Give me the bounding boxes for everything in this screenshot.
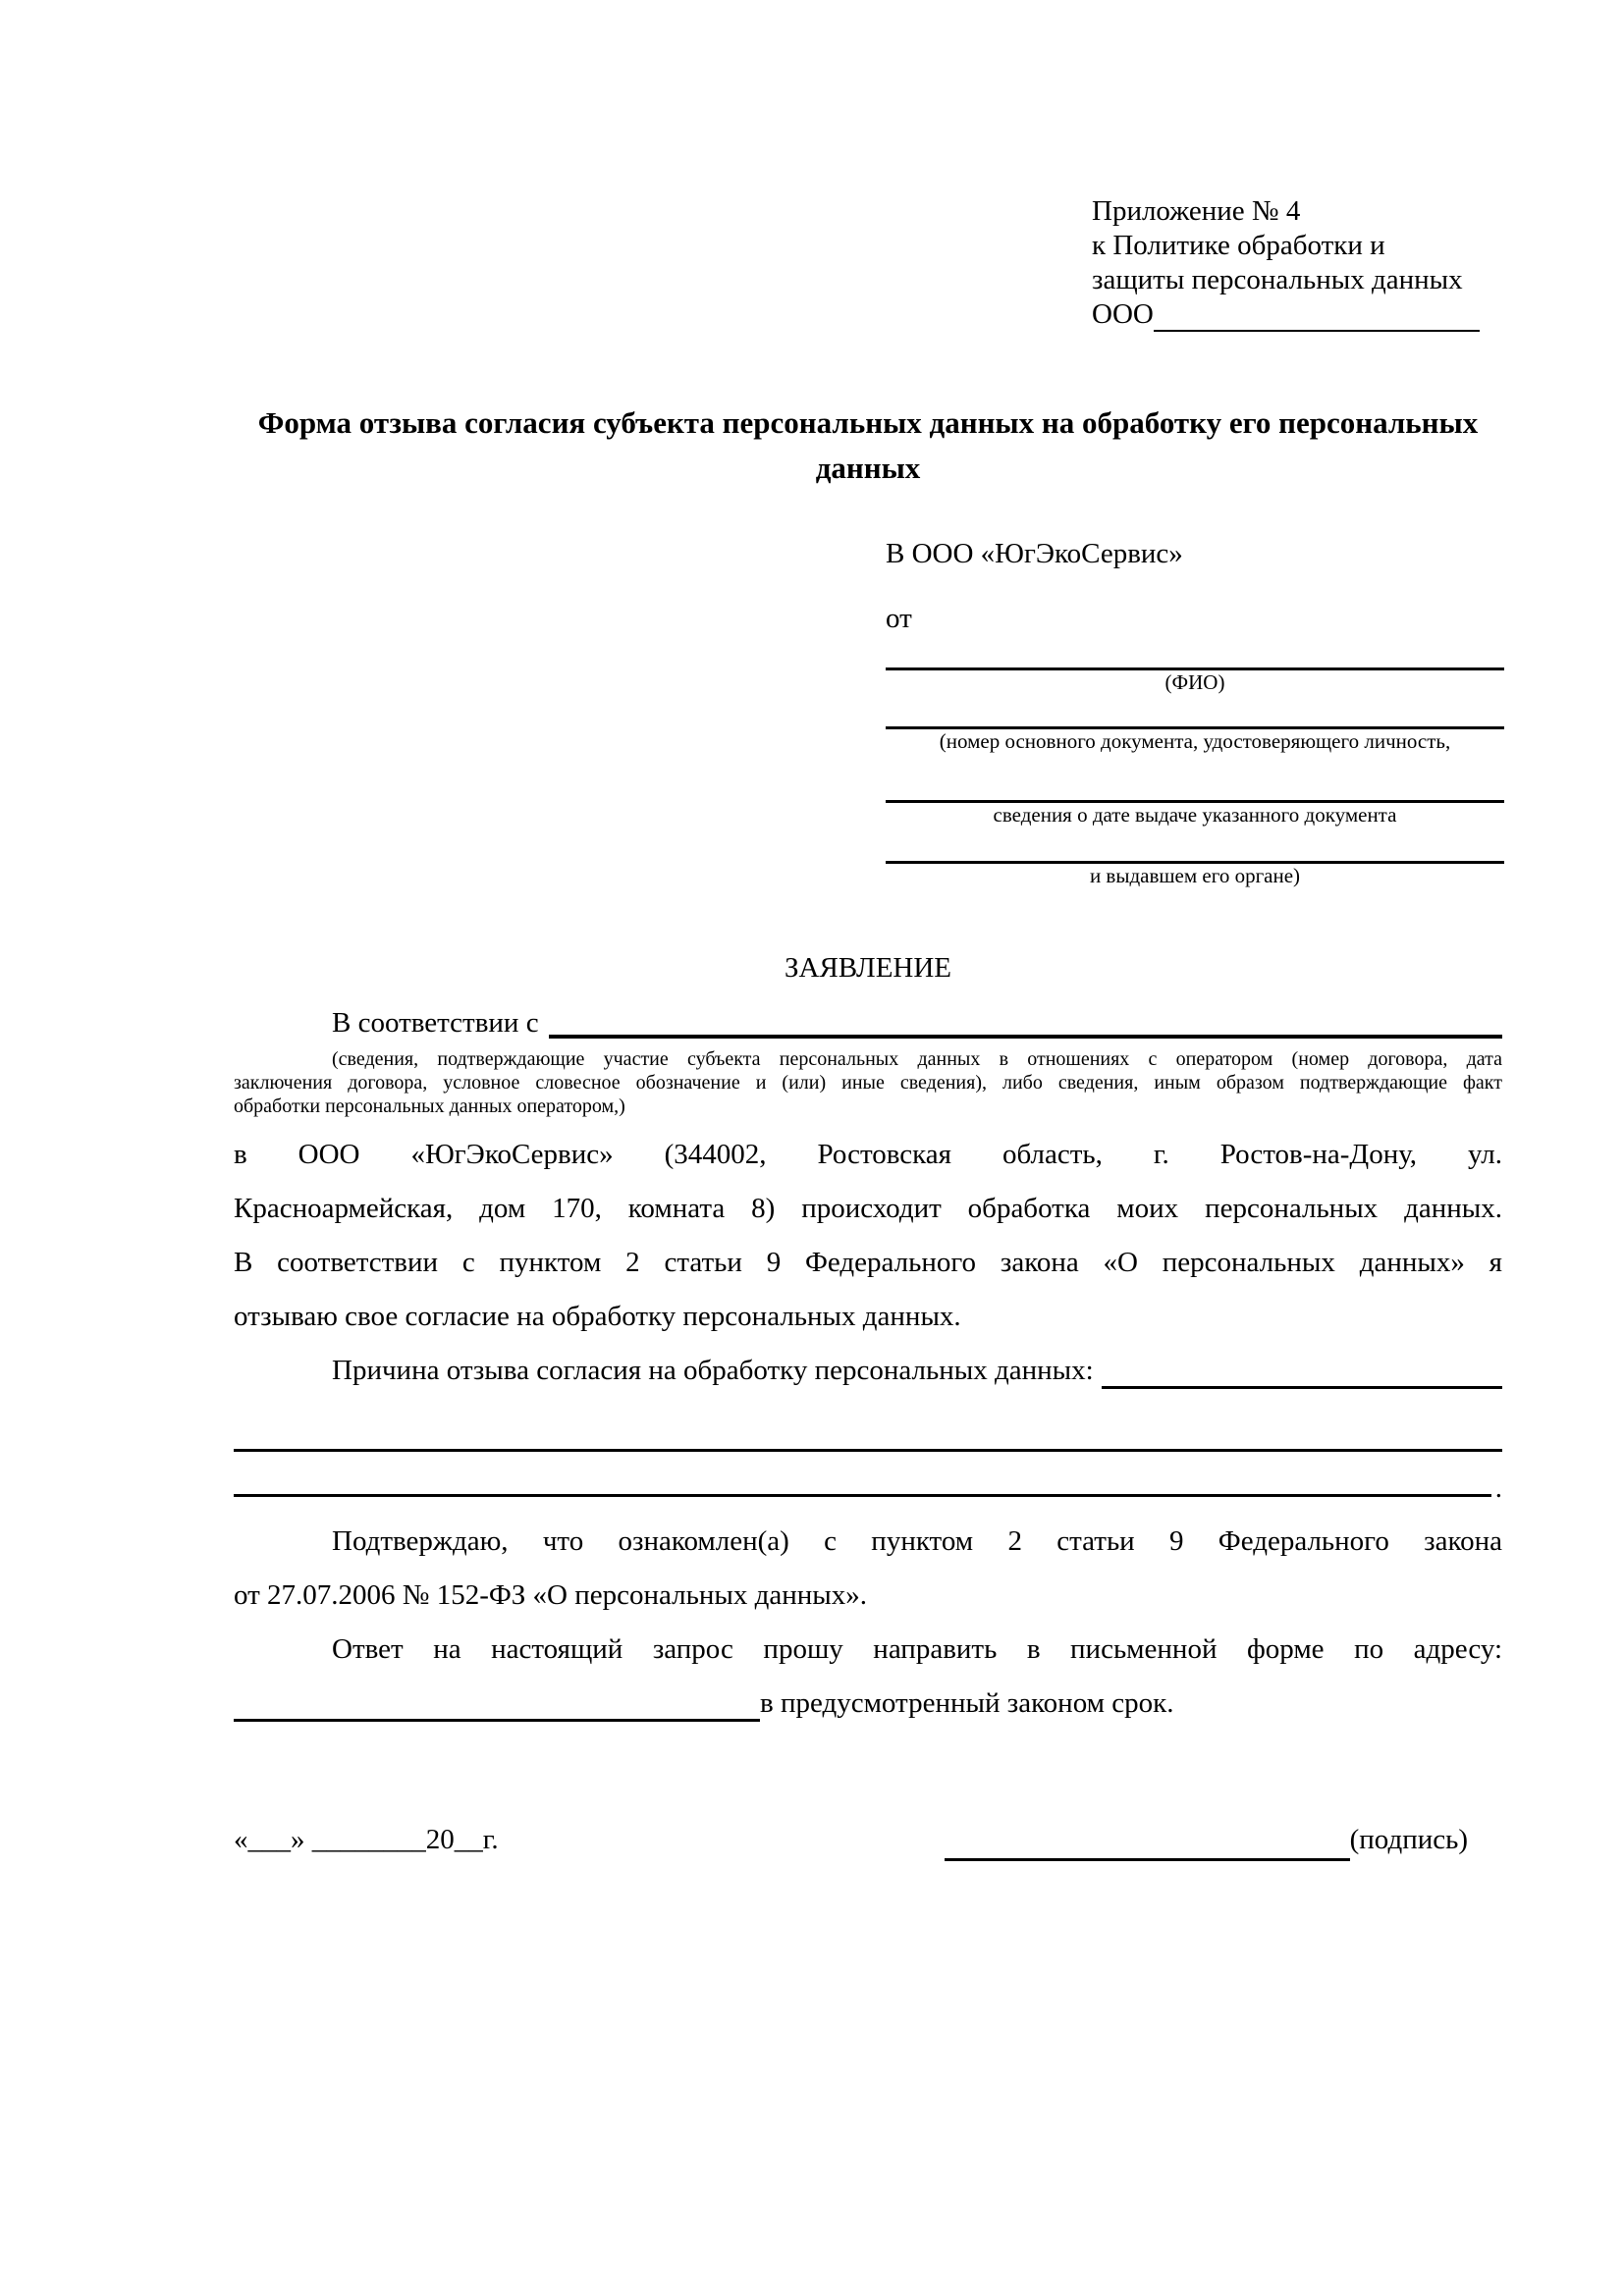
statement-body bbox=[234, 1003, 1502, 1731]
issue-date-field bbox=[886, 753, 1504, 827]
reason-blank-line-2 bbox=[234, 1398, 1502, 1452]
reason-blank-line-3 bbox=[234, 1452, 1502, 1505]
appendix-company-line bbox=[1092, 297, 1504, 332]
paragraph-line: отзываю свое согласие на обработку персональных данных. bbox=[234, 1301, 961, 1332]
paragraph-line: в ООО «ЮгЭкоСервис» (344002, Ростовская область, г. Ростов-на-Дону, ул. bbox=[234, 1139, 1502, 1170]
recipient-from-label: от bbox=[886, 603, 912, 634]
company-name-blank-line bbox=[1154, 300, 1480, 332]
fio-field bbox=[886, 638, 1504, 694]
reply-paragraph bbox=[234, 1623, 1502, 1731]
appendix-block bbox=[1092, 194, 1504, 332]
paragraph-line: Красноармейская, дом 170, комната 8) происходит обработка моих персональных данных. bbox=[234, 1193, 1502, 1224]
issuing-authority-blank-line bbox=[886, 827, 1504, 864]
reason-row bbox=[234, 1344, 1502, 1398]
appendix-line: Приложение № 4 bbox=[1092, 195, 1301, 227]
signature-blank-line bbox=[945, 1825, 1350, 1861]
footnote-line: заключения договора, условное словесное обозначение и (или) иные сведения), либо сведения, иным образом подтверждающие факт bbox=[234, 1072, 1502, 1094]
company-prefix: ООО bbox=[1092, 298, 1154, 330]
issuing-authority-field bbox=[886, 827, 1504, 887]
signature-caption: (подпись) bbox=[1349, 1824, 1468, 1855]
reply-address-row bbox=[234, 1677, 1502, 1731]
issue-date-blank-line bbox=[886, 753, 1504, 803]
fio-caption: (ФИО) bbox=[1164, 670, 1225, 694]
statement-heading: ЗАЯВЛЕНИЕ bbox=[784, 952, 952, 984]
footnote-line: (сведения, подтверждающие участие субъекта персональных данных в отношениях с оператором (номер договора, дата bbox=[332, 1048, 1502, 1070]
date-line: «___» ________20__г. bbox=[234, 1824, 499, 1855]
appendix-line: защиты персональных данных bbox=[1092, 264, 1463, 295]
blank-line bbox=[234, 1494, 1491, 1497]
in-accordance-row bbox=[234, 1003, 1502, 1042]
document-title: Форма отзыва согласия субъекта персональных данных на обработку его персональных данных bbox=[257, 405, 1479, 485]
recipient-block bbox=[886, 534, 1504, 887]
reply-suffix: в предусмотренный законом срок. bbox=[760, 1687, 1174, 1719]
processing-paragraph bbox=[234, 1128, 1502, 1344]
paragraph-line: Ответ на настоящий запрос прошу направить в письменной форме по адресу: bbox=[332, 1633, 1502, 1665]
address-blank-line bbox=[234, 1719, 760, 1722]
appendix-line: к Политике обработки и bbox=[1092, 230, 1385, 261]
footnote-line: обработки персональных данных оператором,) bbox=[234, 1095, 625, 1117]
issuing-authority-caption: и выдавшем его органе) bbox=[1089, 864, 1301, 887]
paragraph-line: от 27.07.2006 № 152-ФЗ «О персональных данных». bbox=[234, 1579, 868, 1611]
recipient-to: В ООО «ЮгЭкоСервис» bbox=[886, 538, 1183, 569]
in-accordance-prefix: В соответствии с bbox=[332, 1007, 539, 1039]
issue-date-caption: сведения о дате выдаче указанного документа bbox=[993, 803, 1397, 827]
document-number-field bbox=[886, 694, 1504, 753]
in-accordance-blank-line bbox=[549, 1035, 1502, 1039]
paragraph-line: Подтверждаю, что ознакомлен(а) с пунктом 2 статьи 9 Федерального закона bbox=[332, 1525, 1502, 1557]
confirmation-paragraph bbox=[234, 1515, 1502, 1623]
reason-blank-line bbox=[1102, 1386, 1502, 1389]
signature-block bbox=[945, 1818, 1468, 1861]
fio-blank-line bbox=[886, 638, 1504, 670]
reason-label: Причина отзыва согласия на обработку персональных данных: bbox=[332, 1355, 1094, 1386]
document-number-blank-line bbox=[886, 694, 1504, 729]
period: . bbox=[1494, 1472, 1502, 1504]
date-signature-row bbox=[234, 1818, 1502, 1861]
footnote bbox=[234, 1047, 1502, 1118]
document-number-caption: (номер основного документа, удостоверяющего личность, bbox=[939, 729, 1451, 753]
paragraph-line: В соответствии с пунктом 2 статьи 9 Федерального закона «О персональных данных» я bbox=[234, 1247, 1502, 1278]
